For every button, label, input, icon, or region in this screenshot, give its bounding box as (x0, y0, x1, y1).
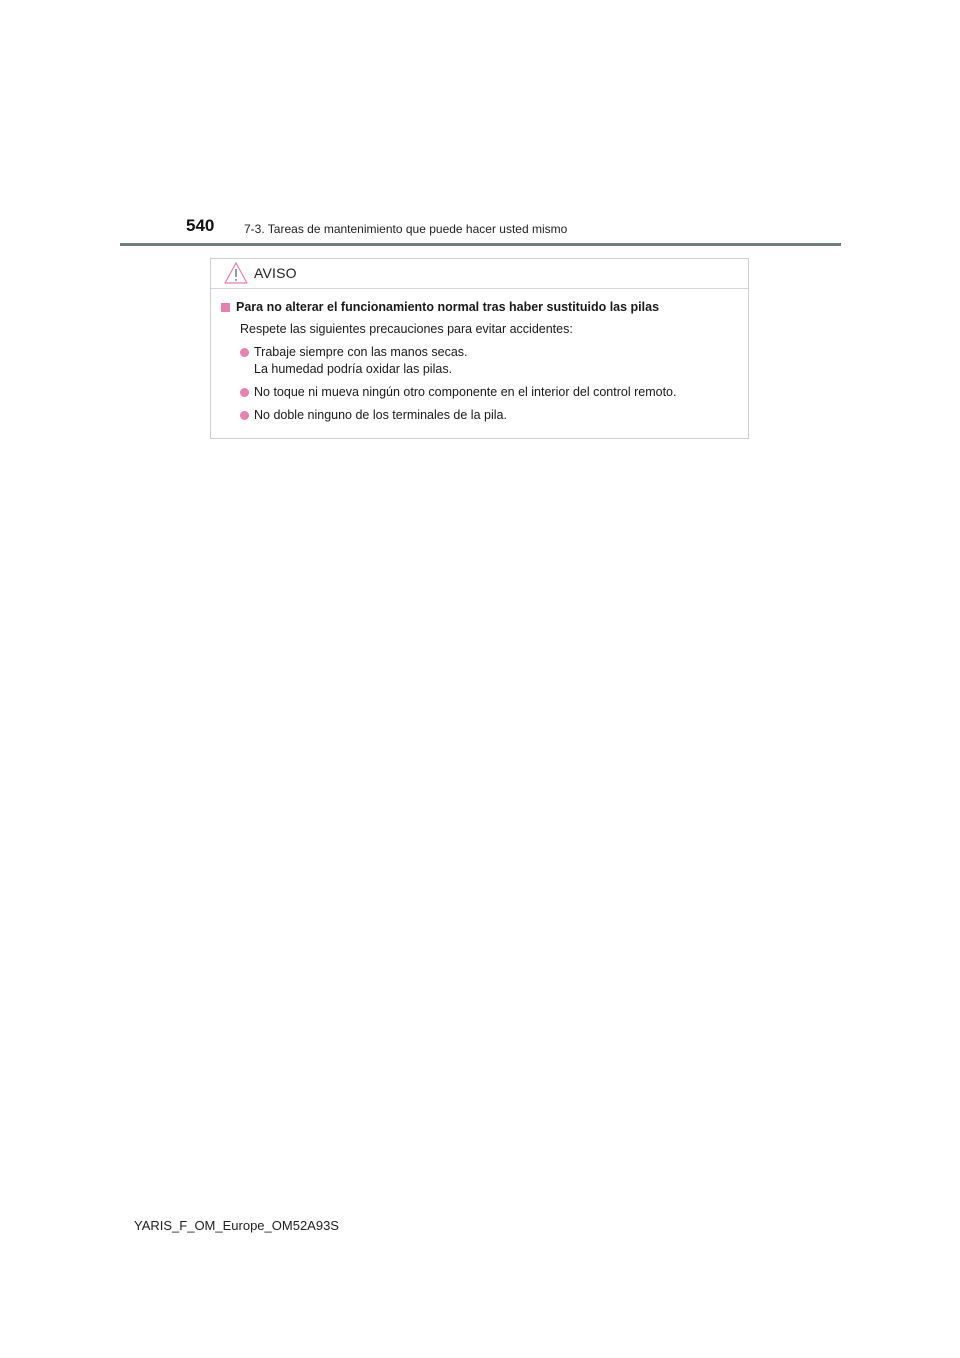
list-item (240, 407, 738, 424)
warning-body (211, 289, 748, 424)
page-number: 540 (186, 216, 215, 235)
list-item-line: No doble ninguno de los terminales de la pila. (254, 408, 507, 422)
list-item-text (254, 407, 507, 424)
list-item-text (254, 384, 676, 401)
dot-bullet (240, 348, 249, 357)
footer-doc-code: YARIS_F_OM_Europe_OM52A93S (134, 1218, 339, 1233)
warning-label: AVISO (254, 265, 297, 281)
warning-intro: Respete las siguientes precauciones para evitar accidentes: (240, 322, 573, 336)
dot-bullet (240, 388, 249, 397)
list-item-line: La humedad podría oxidar las pilas. (254, 362, 453, 376)
warning-header (211, 259, 748, 289)
list-item-line: Trabaje siempre con las manos secas. (254, 345, 468, 359)
dot-bullet (240, 411, 249, 420)
section-title: 7-3. Tareas de mantenimiento que puede hacer usted mismo (244, 222, 568, 236)
list-item-line: No toque ni mueva ningún otro componente en el interior del control remoto. (254, 385, 677, 399)
list-item-text (254, 344, 468, 378)
list-item (240, 384, 738, 401)
warning-subhead-text: Para no alterar el funcionamiento normal tras haber sustituido las pilas (236, 300, 660, 314)
list-item (240, 344, 738, 378)
warning-triangle-icon (223, 261, 249, 285)
warning-box (210, 258, 749, 439)
square-bullet (221, 303, 230, 312)
header-rule (120, 243, 841, 246)
warning-subhead (221, 300, 738, 314)
